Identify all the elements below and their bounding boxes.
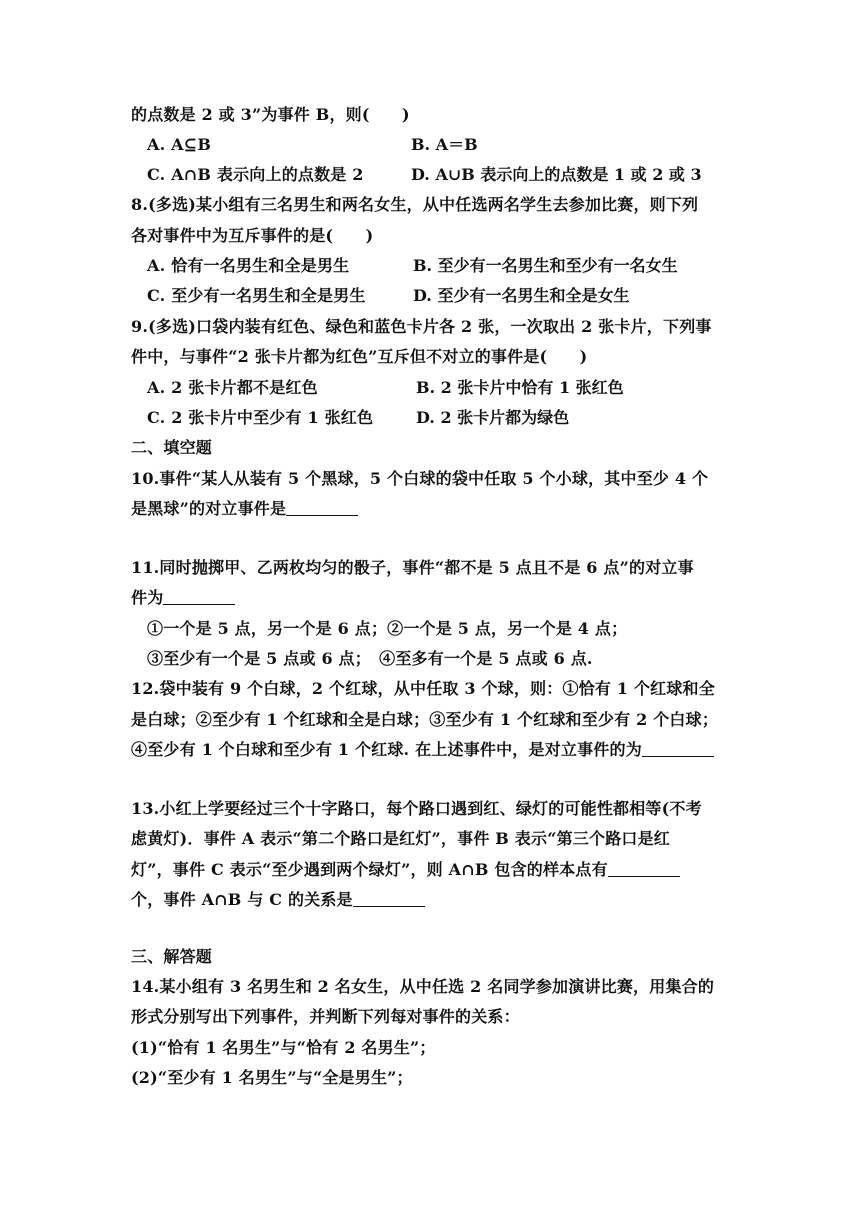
q7-stem-cont: 的点数是 2 或 3”为事件 B，则( ) xyxy=(131,105,410,124)
q7-option-a: A. A⊆B xyxy=(147,135,212,154)
q12-stem-line2: 是白球；②至少有 1 个红球和全是白球；③至少有 1 个红球和至少有 2 个白球； xyxy=(131,710,719,729)
q13-stem-line1: 13.小红上学要经过三个十字路口，每个路口遇到红、绿灯的可能性都相等(不考 xyxy=(131,799,702,818)
q9-option-c: C. 2 张卡片中至少有 1 张红色 xyxy=(147,408,374,427)
section-heading-fill-in: 二、填空题 xyxy=(131,438,213,457)
q13-stem-text-2: 个，事件 A∩B 与 C 的关系是 xyxy=(131,890,353,909)
q9-option-d: D. 2 张卡片都为绿色 xyxy=(416,408,570,427)
q9-option-a: A. 2 张卡片都不是红色 xyxy=(147,378,318,397)
q11-choices-line1: ①一个是 5 点，另一个是 6 点；②一个是 5 点，另一个是 4 点； xyxy=(147,619,628,638)
q13-stem-line3 xyxy=(131,859,680,881)
answer-blank xyxy=(608,860,680,877)
q8-option-a: A. 恰有一名男生和全是男生 xyxy=(147,256,350,275)
q11-stem-text: 件为 xyxy=(131,588,164,607)
q14-stem-line1: 14.某小组有 3 名男生和 2 名女生，从中任选 2 名同学参加演讲比赛，用集合的 xyxy=(131,977,715,996)
q8-stem-line1: 8.(多选)某小组有三名男生和两名女生，从中任选两名学生去参加比赛，则下列 xyxy=(131,195,699,214)
q11-stem-line1: 11.同时抛掷甲、乙两枚均匀的骰子，事件“都不是 5 点且不是 6 点”的对立事 xyxy=(131,558,694,577)
answer-blank xyxy=(642,740,714,757)
q7-option-d: D. A∪B 表示向上的点数是 1 或 2 或 3 xyxy=(411,165,702,184)
q8-option-c: C. 至少有一名男生和全是男生 xyxy=(147,286,366,305)
q10-stem-text: 是黑球”的对立事件是 xyxy=(131,499,287,518)
section-heading-solutions: 三、解答题 xyxy=(131,947,213,966)
q9-stem-line1: 9.(多选)口袋内装有红色、绿色和蓝色卡片各 2 张，一次取出 2 张卡片，下列事 xyxy=(131,317,712,336)
q8-stem-line2: 各对事件中为互斥事件的是( ) xyxy=(131,226,374,245)
q13-stem-text: 灯”，事件 C 表示“至少遇到两个绿灯”，则 A∩B 包含的样本点有 xyxy=(131,860,608,879)
q9-stem-line2: 件中，与事件“2 张卡片都为红色”互斥但不对立的事件是( ) xyxy=(131,347,588,366)
q14-part1: (1)“恰有 1 名男生”与“恰有 2 名男生”； xyxy=(131,1038,436,1057)
q13-stem-line2: 虑黄灯)．事件 A 表示“第二个路口是红灯”，事件 B 表示“第三个路口是红 xyxy=(131,829,670,848)
q11-stem-line2 xyxy=(131,587,235,609)
q8-option-b: B. 至少有一名男生和至少有一名女生 xyxy=(413,256,678,275)
q14-stem-line2: 形式分别写出下列事件，并判断下列每对事件的关系： xyxy=(131,1007,520,1026)
q12-stem-text: ④至少有 1 个白球和至少有 1 个红球. 在上述事件中，是对立事件的为 xyxy=(131,740,642,759)
answer-blank xyxy=(353,890,425,907)
answer-blank xyxy=(163,588,235,605)
q10-stem-line2 xyxy=(131,498,358,520)
q12-stem-line1: 12.袋中装有 9 个白球，2 个红球，从中任取 3 个球，则：①恰有 1 个红球和全 xyxy=(131,679,715,698)
q14-part2: (2)“至少有 1 名男生”与“全是男生”； xyxy=(131,1068,413,1087)
answer-blank xyxy=(286,499,358,516)
q7-option-c: C. A∩B 表示向上的点数是 2 xyxy=(147,165,364,184)
q12-stem-line3 xyxy=(131,739,714,761)
q7-option-b: B. A＝B xyxy=(411,135,478,154)
q13-stem-line4 xyxy=(131,889,425,911)
q10-stem-line1: 10.事件“某人从装有 5 个黑球，5 个白球的袋中任取 5 个小球，其中至少 4 个 xyxy=(131,469,709,488)
q11-choices-line2: ③至少有一个是 5 点或 6 点； ④至多有一个是 5 点或 6 点. xyxy=(147,649,593,668)
q9-option-b: B. 2 张卡片中恰有 1 张红色 xyxy=(416,378,624,397)
q8-option-d: D. 至少有一名男生和全是女生 xyxy=(413,286,630,305)
